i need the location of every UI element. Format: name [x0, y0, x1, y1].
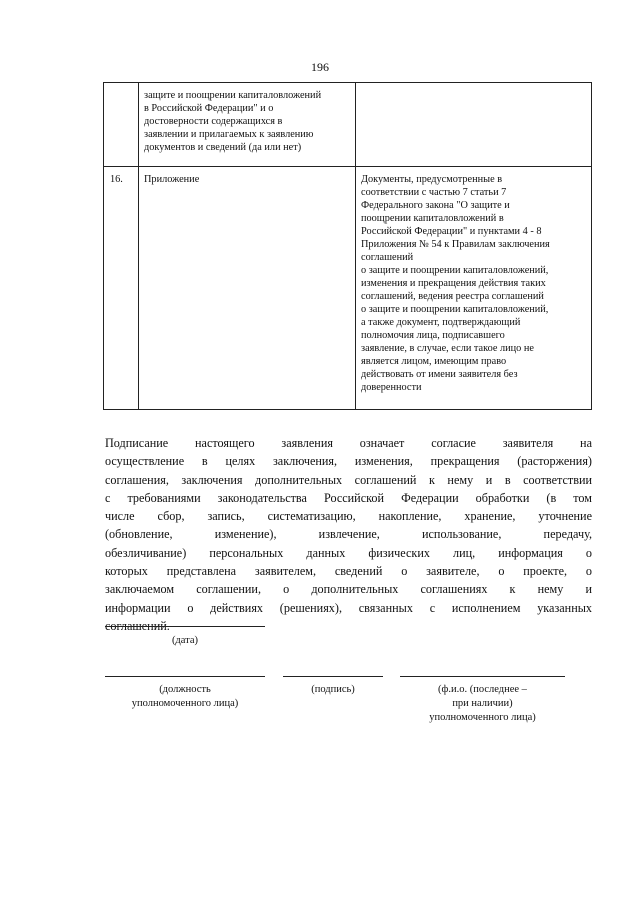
paragraph-line: с требованиями законодательства Российской Федерации обработки (в том [105, 490, 592, 505]
cell-line: полномочия лица, подписавшего [361, 330, 505, 341]
date-line [105, 626, 265, 627]
cell-line: достоверности содержащихся в [144, 116, 283, 127]
row-number-cell: 16. [104, 167, 139, 410]
paragraph-line: соглашения, заключения дополнительных соглашений к нему и в соответствии [105, 472, 592, 487]
paragraph-line: числе сбор, запись, систематизацию, накопление, хранение, уточнение [105, 509, 592, 524]
row-name-cell: Приложение [139, 167, 356, 410]
paragraph-line: которых представлена заявителем, сведений о заявителе, о проекте, о [105, 564, 592, 579]
cell-line: Российской Федерации" и пунктами 4 - 8 [361, 226, 542, 237]
fio-label: (ф.и.о. (последнее – при наличии) уполномоченного лица) [429, 684, 536, 723]
cell-line: соответствии с частью 7 статьи 7 [361, 187, 507, 198]
consent-paragraph [105, 434, 592, 635]
paragraph-line: информации о действиях (решениях), связанных с исполнением указанных [105, 600, 592, 615]
table-row [104, 167, 592, 410]
cell-line: документов и сведений (да или нет) [144, 142, 302, 153]
cell-line: а также документ, подтверждающий [361, 317, 521, 328]
position-line [105, 676, 265, 677]
paragraph-line: (обновление, изменение), извлечение, использование, передачу, [105, 527, 592, 542]
cell-line: о защите и поощрении капиталовложений, [361, 265, 549, 276]
cell-line: Федерального закона "О защите и [361, 200, 510, 211]
signature-label: (подпись) [311, 684, 355, 695]
cell-line: является лицом, имеющим право [361, 356, 507, 367]
row-name-cell [139, 83, 356, 167]
row-number-cell [104, 83, 139, 167]
date-label: (дата) [171, 635, 199, 646]
row-value-cell [356, 167, 592, 410]
paragraph-line: заключаемом соглашении, о дополнительных соглашениях к нему и [105, 582, 592, 597]
cell-line: действовать от имени заявителя без [361, 369, 518, 380]
paragraph-line: обезличивание) персональных данных физических лиц, информация о [105, 545, 592, 560]
cell-line: соглашений [361, 252, 414, 263]
paragraph-line: Подписание настоящего заявления означает согласие заявителя на [105, 436, 592, 450]
table-row [104, 83, 592, 167]
cell-line: в Российской Федерации" и о [144, 103, 274, 114]
paragraph-line: осуществление в целях заключения, изменения, прекращения (расторжения) [105, 454, 592, 469]
cell-line: Приложения № 54 к Правилам заключения [361, 239, 550, 250]
position-label: (должность уполномоченного лица) [131, 684, 239, 709]
cell-line: заявлении и прилагаемых к заявлению [144, 129, 314, 140]
cell-line: заявление, в случае, если такое лицо не [361, 343, 534, 354]
page-number: 196 [311, 60, 329, 74]
cell-line: защите и поощрении капиталовложений [144, 90, 322, 101]
fio-line [400, 676, 565, 677]
cell-line: о защите и поощрении капиталовложений, [361, 304, 549, 315]
cell-line: изменения и прекращения действия таких [361, 278, 546, 289]
cell-line: доверенности [361, 382, 422, 393]
row-value-cell [356, 83, 592, 167]
application-table [103, 82, 592, 410]
paragraph-line: соглашений. [105, 618, 170, 633]
cell-line: соглашений, ведения реестра соглашений [361, 291, 544, 302]
signature-line [283, 676, 383, 677]
cell-line: поощрении капиталовложений в [361, 213, 504, 224]
cell-line: Документы, предусмотренные в [361, 174, 503, 185]
